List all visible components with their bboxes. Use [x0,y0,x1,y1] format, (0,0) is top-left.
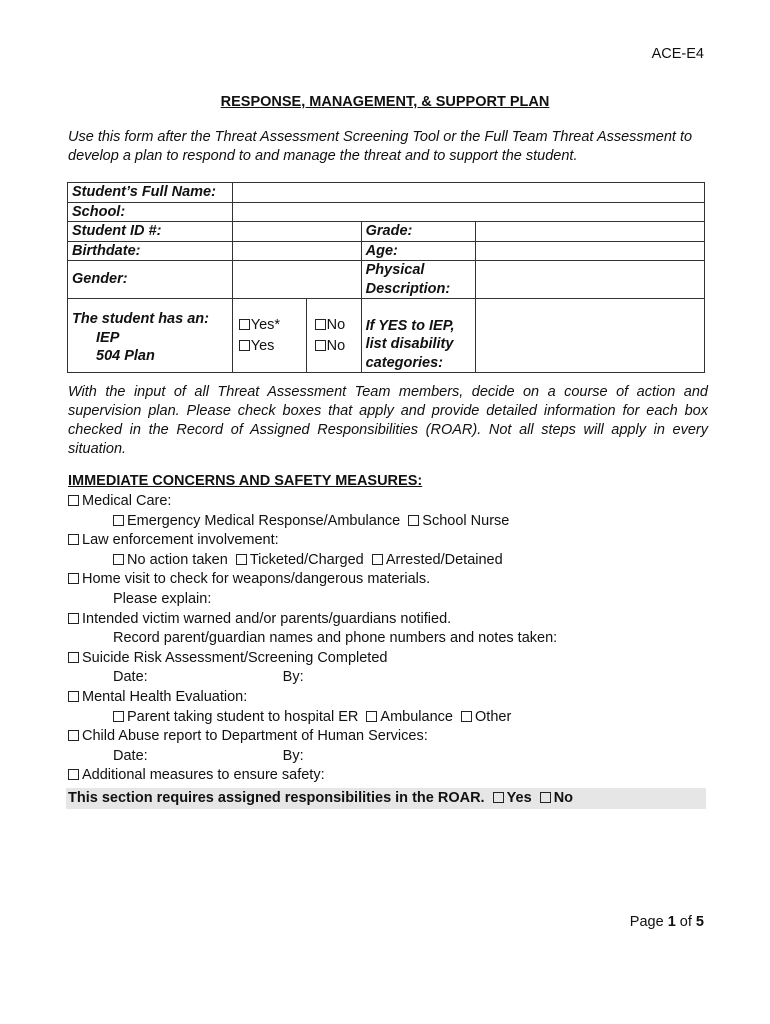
section-title: IMMEDIATE CONCERNS AND SAFETY MEASURES: [68,473,423,489]
plan504-yes-option[interactable]: Yes [239,336,302,357]
checkbox-icon[interactable] [68,652,79,663]
mental-suboptions: Parent taking student to hospital ER Ambulance Other [68,708,708,728]
grade-field[interactable] [475,222,704,242]
checkbox-icon[interactable] [68,691,79,702]
checkbox-icon[interactable] [113,515,124,526]
measures-list [68,492,708,786]
home-visit-item[interactable]: Home visit to check for weapons/dangerous materials. [68,570,708,590]
yes-options-cell [232,299,306,373]
checkbox-icon[interactable] [540,792,551,803]
suicide-item[interactable]: Suicide Risk Assessment/Screening Completed [68,649,708,669]
if-yes-label: If YES to IEP, list disability categories: [361,299,475,373]
roar-text: This section requires assigned responsibilities in the ROAR. [68,790,485,806]
disability-categories-field[interactable] [475,299,704,373]
plan504-label: 504 Plan [96,348,155,364]
birthdate-label: Birthdate: [68,241,233,261]
law-suboptions: No action taken Ticketed/Charged Arrested/Detained [68,551,708,571]
plan504-no-option[interactable]: No [315,336,357,357]
checkbox-icon[interactable] [113,554,124,565]
student-has-label: The student has an: [72,311,209,327]
iep-label: IEP [96,329,120,346]
birthdate-field[interactable] [232,241,361,261]
gender-field[interactable] [232,261,361,299]
iep-yes-option[interactable]: Yes* [239,315,302,336]
victim-item[interactable]: Intended victim warned and/or parents/guardians notified. [68,610,708,630]
full-name-field[interactable] [232,183,704,203]
page-number: Page 1 of 5 [629,914,704,930]
checkbox-icon[interactable] [68,495,79,506]
instructions-paragraph: With the input of all Threat Assessment Team members, decide on a course of action and supervision plan. Please check boxes that apply and provide detailed information for each box checked in the Record of Assigned Responsibilities (ROAR). Not all steps will apply in every situation. [68,384,708,457]
student-id-field[interactable] [232,222,361,242]
gender-label: Gender: [68,261,233,299]
age-label: Age: [361,241,475,261]
checkbox-icon[interactable] [408,515,419,526]
student-id-label: Student ID #: [68,222,233,242]
mental-health-item[interactable]: Mental Health Evaluation: [68,688,708,708]
checkbox-icon[interactable] [315,340,326,351]
full-name-label: Student’s Full Name: [68,183,233,203]
student-has-cell [68,299,233,373]
medical-care-item[interactable]: Medical Care: [68,492,708,512]
no-options-cell [306,299,361,373]
checkbox-icon[interactable] [113,711,124,722]
checkbox-icon[interactable] [68,573,79,584]
checkbox-icon[interactable] [68,613,79,624]
student-info-table [67,182,705,373]
roar-bar [66,788,706,809]
intro-text: Use this form after the Threat Assessment Screening Tool or the Full Team Threat Assessment to develop a plan to respond to and manage the threat and to support the student. [68,129,693,164]
document-code: ACE-E4 [651,46,704,62]
checkbox-icon[interactable] [315,319,326,330]
roar-yes-label: Yes [506,790,532,806]
record-parent-label: Record parent/guardian names and phone numbers and notes taken: [113,630,558,647]
age-field[interactable] [475,241,704,261]
please-explain-label: Please explain: [113,590,212,607]
school-field[interactable] [232,202,704,222]
checkbox-icon[interactable] [493,792,504,803]
physical-description-field[interactable] [475,261,704,299]
additional-measures-item[interactable]: Additional measures to ensure safety: [68,766,708,786]
child-abuse-item[interactable]: Child Abuse report to Department of Human Services: [68,727,708,747]
checkbox-icon[interactable] [68,730,79,741]
page-title: RESPONSE, MANAGEMENT, & SUPPORT PLAN [220,94,550,110]
checkbox-icon[interactable] [366,711,377,722]
roar-no-label: No [553,790,574,806]
suicide-date-by: Date: By: [113,669,304,686]
child-abuse-date-by: Date: By: [113,747,304,764]
checkbox-icon[interactable] [461,711,472,722]
checkbox-icon[interactable] [68,769,79,780]
law-item[interactable]: Law enforcement involvement: [68,531,708,551]
medical-suboptions: Emergency Medical Response/Ambulance School Nurse [68,512,708,532]
grade-label: Grade: [361,222,475,242]
checkbox-icon[interactable] [68,534,79,545]
checkbox-icon[interactable] [236,554,247,565]
school-label: School: [68,202,233,222]
checkbox-icon[interactable] [239,319,250,330]
checkbox-icon[interactable] [239,340,250,351]
checkbox-icon[interactable] [372,554,383,565]
iep-no-option[interactable]: No [315,315,357,336]
physical-description-label: Physical Description: [361,261,475,299]
